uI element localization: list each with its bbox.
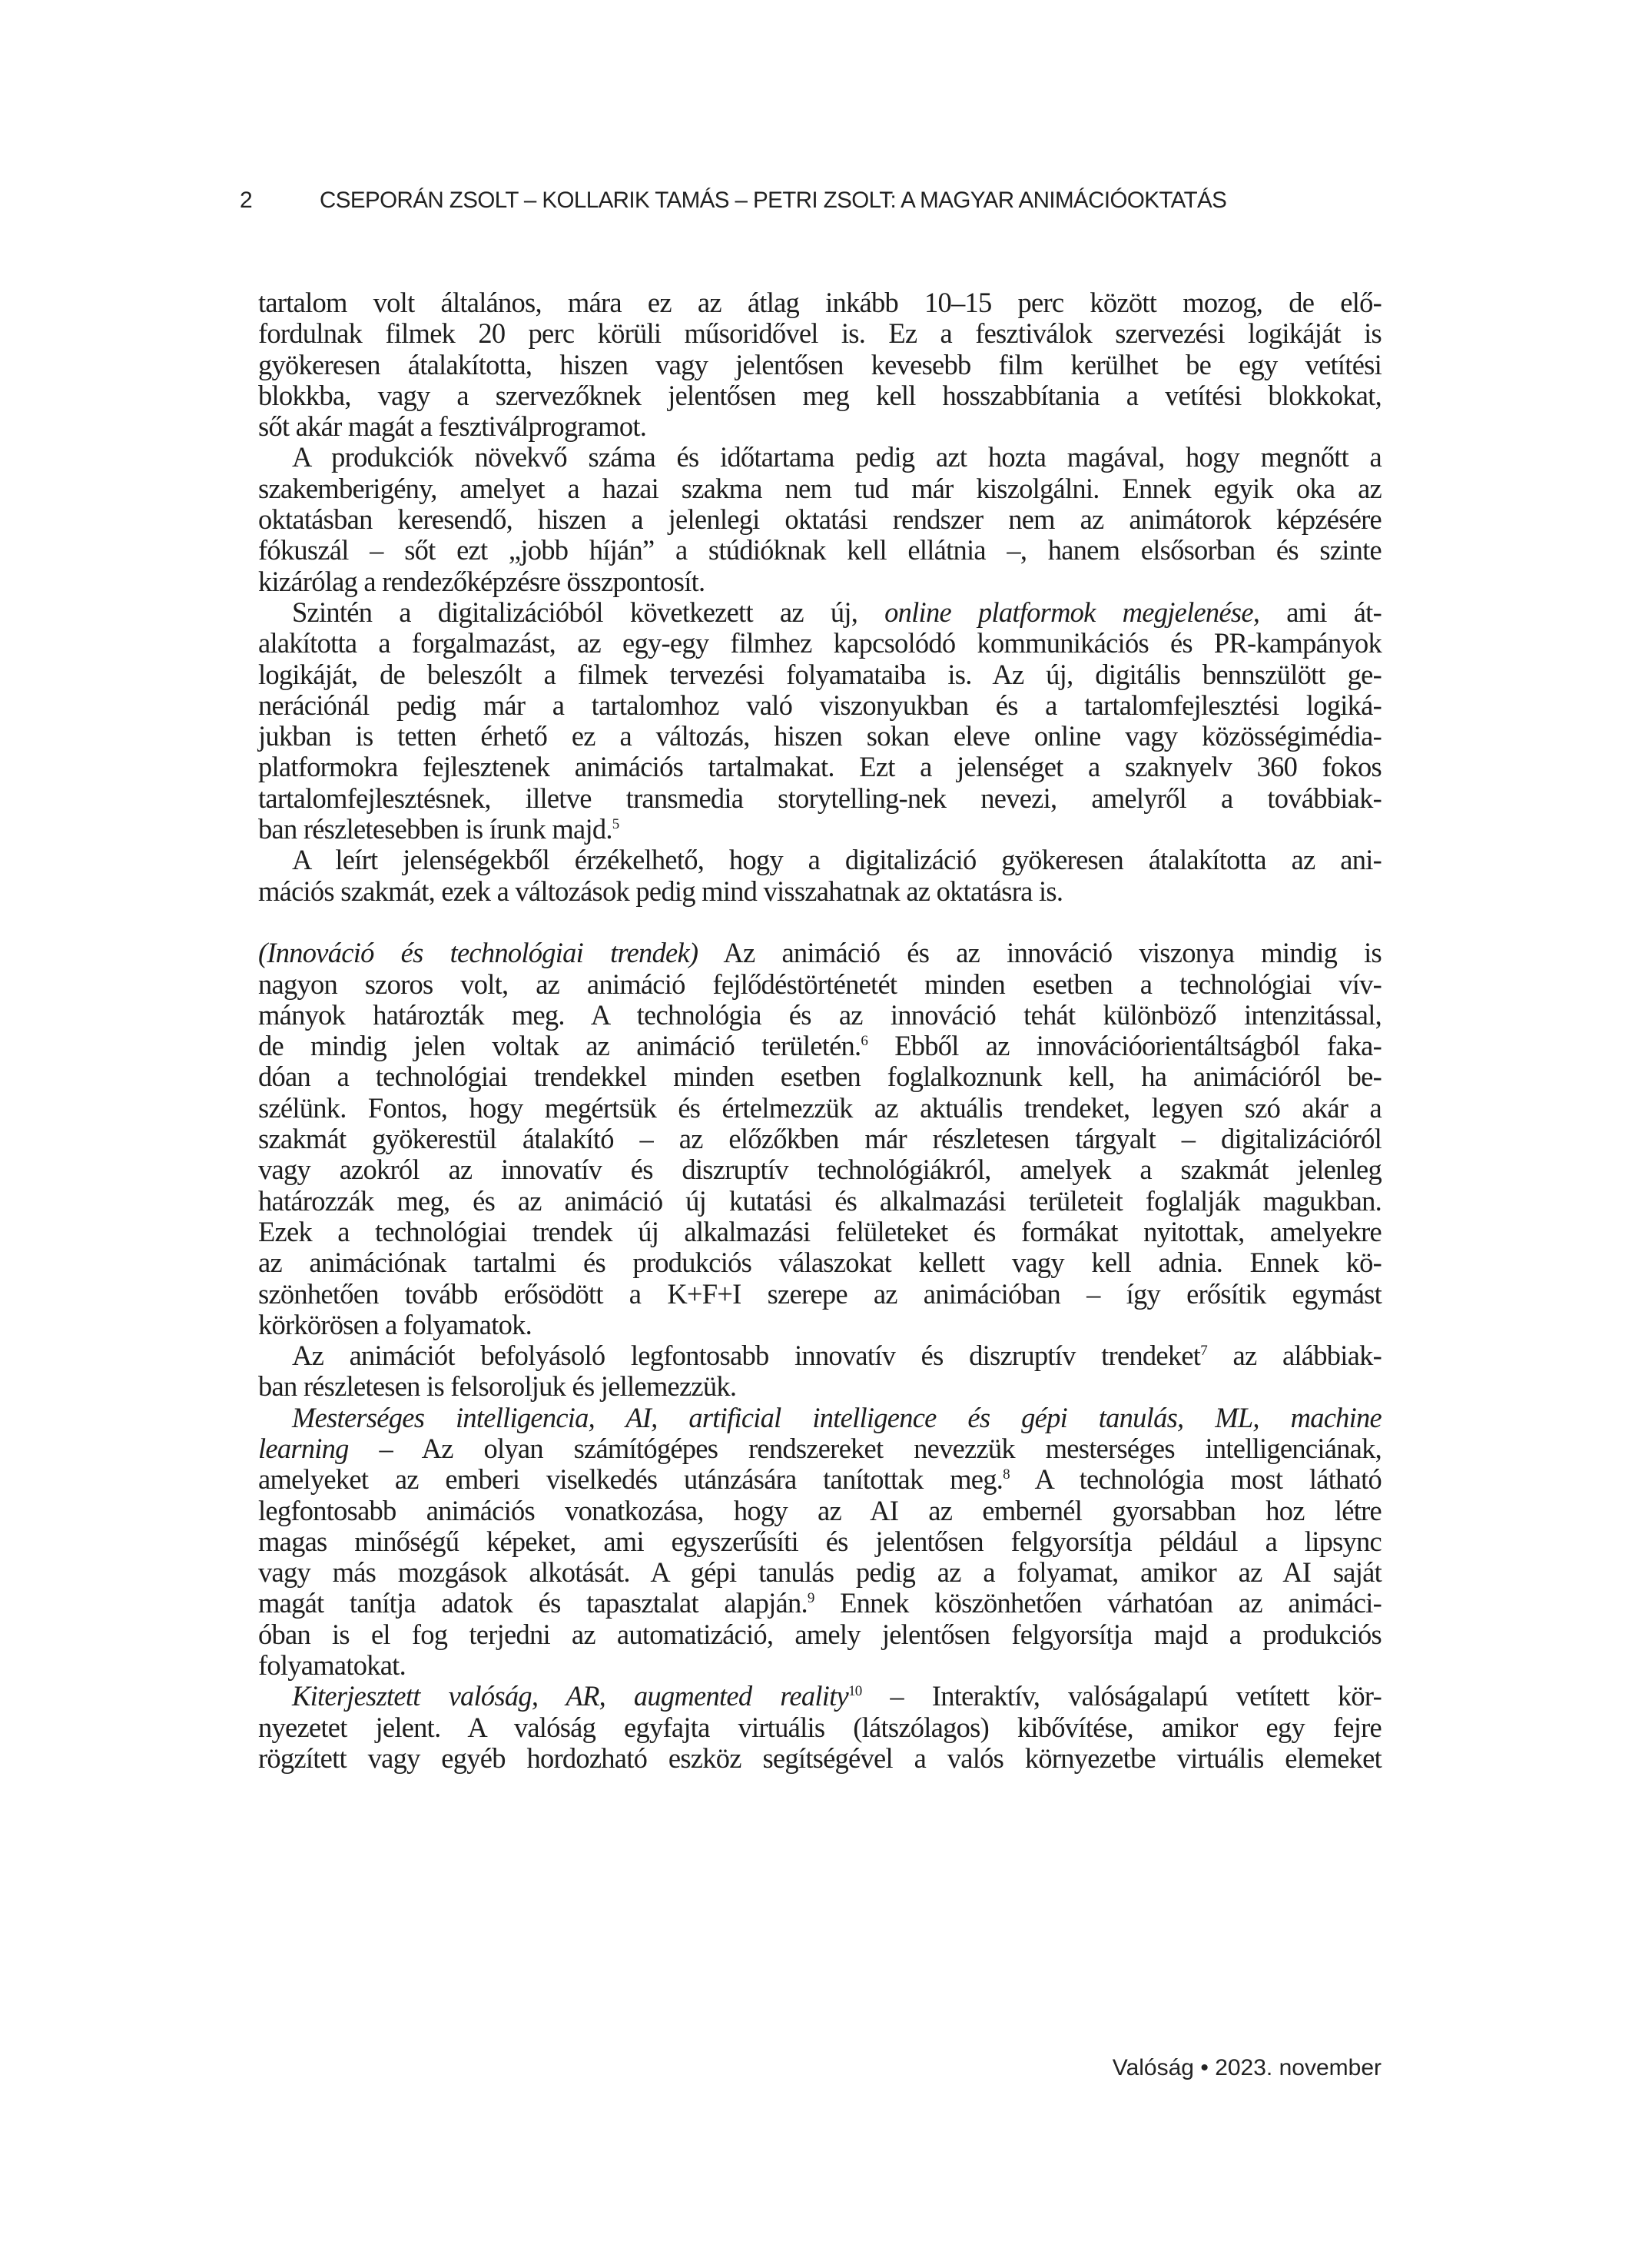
text-line: legfontosabb animációs vonatkozása, hogy az AI az embernél gyorsabban hoz létre — [258, 1494, 1382, 1526]
text-line: szönhetően tovább erősödött a K+F+I szerepe az animációban – így erősítik egymást — [258, 1277, 1382, 1310]
footnote-ref[interactable]: 9 — [807, 1590, 814, 1607]
text-line: logikáját, de beleszólt a filmek tervezési folyamataiba is. Az új, digitális bennszülött ge- — [258, 658, 1382, 690]
text-line: Kiterjesztett valóság, AR, augmented reality$^{10}$ – Interaktív, valóságalapú vetített kör- — [292, 1680, 1382, 1712]
text-line: alakította a forgalmazást, az egy-egy filmhez kapcsolódó kommunikációs és PR-kampányok — [258, 627, 1382, 659]
journal-name: Valóság — [1112, 2055, 1194, 2080]
emphasis: online platformok megjelenése, — [884, 596, 1260, 628]
section-run-in-heading: (Innováció és technológiai trendek) — [258, 937, 698, 969]
issue-date: 2023. november — [1215, 2055, 1382, 2080]
text-line: dóan a technológiai trendekkel minden esetben foglalkoznunk kell, ha animációról be- — [258, 1061, 1382, 1093]
text-line: gyökeresen átalakította, hiszen vagy jelentősen kevesebb film kerülhet be egy vetítési — [258, 348, 1382, 380]
text-line: A leírt jelenségekből érzékelhető, hogy a digitalizáció gyökeresen átalakította az ani- — [292, 844, 1382, 876]
text-line: ban részletesen is felsoroljuk és jellemezzük. — [258, 1370, 737, 1403]
text-line: szélünk. Fontos, hogy megértsük és értelmezzük az aktuális trendeket, legyen szó akár a — [258, 1091, 1382, 1124]
text-line: folyamatokat. — [258, 1649, 406, 1682]
article-body — [258, 287, 1382, 1774]
text-line: platformokra fejlesztenek animációs tartalmakat. Ezt a jelenséget a szaknyelv 360 fokos — [258, 751, 1382, 783]
text-line: rögzített vagy egyéb hordozható eszköz segítségével a valós környezetbe virtuális elemeket — [258, 1742, 1382, 1774]
running-header — [240, 188, 1382, 214]
text-line: magát tanítja adatok és tapasztalat alapján.$^9$ Ennek köszönhetően várhatóan az animáci- — [258, 1587, 1382, 1619]
paragraph — [258, 287, 1382, 442]
text-line: jukban is tetten érhető ez a változás, hiszen sokan eleve online vagy közösségimédia- — [258, 720, 1382, 752]
text-line: fordulnak filmek 20 perc körüli műsoridővel is. Ez a fesztiválok szervezési logikáját is — [258, 317, 1382, 350]
term-heading: Kiterjesztett valóság, AR, augmented reality — [292, 1680, 848, 1712]
text-line: kizárólag a rendezőképzésre összpontosít. — [258, 565, 705, 597]
term-heading: learning — [258, 1432, 349, 1464]
footnote-ref[interactable]: 6 — [861, 1033, 868, 1050]
text-line: Ezek a technológiai trendek új alkalmazási felületeket és formákat nyitottak, amelyekre — [258, 1215, 1382, 1247]
text-line: az animációnak tartalmi és produkciós válaszokat kellett vagy kell adnia. Ennek kö- — [258, 1247, 1382, 1279]
paragraph — [258, 597, 1382, 845]
term-heading: Mesterséges intelligencia, AI, artificial intelligence és gépi tanulás, ML, machine — [292, 1401, 1382, 1433]
paragraph — [258, 845, 1382, 907]
text-line: nerációnál pedig már a tartalomhoz való viszonyukban és a tartalomfejlesztési logiká- — [258, 689, 1382, 721]
text-line: learning – Az olyan számítógépes rendszereket nevezzük mesterséges intelligenciának, — [258, 1432, 1382, 1464]
text-line: Az animációt befolyásoló legfontosabb innovatív és diszruptív trendeket$^7$ az alábbiak- — [292, 1340, 1382, 1372]
paragraph — [258, 1340, 1382, 1403]
text-line: szakmát gyökerestül átalakító – az előzőkben már részletesen tárgyalt – digitalizációról — [258, 1123, 1382, 1155]
text-line: nagyon szoros volt, az animáció fejlődéstörténetét minden esetben a technológiai vív- — [258, 968, 1382, 1000]
footnote-ref[interactable]: 8 — [1003, 1466, 1010, 1483]
text-line: körkörösen a folyamatok. — [258, 1308, 532, 1340]
page-footer — [1113, 2055, 1382, 2081]
paragraph — [258, 442, 1382, 596]
text-line: vagy azokról az innovatív és diszruptív technológiákról, amelyek a szakmát jelenleg — [258, 1154, 1382, 1186]
footnote-ref[interactable]: 5 — [612, 816, 619, 833]
text-line: blokkba, vagy a szervezőknek jelentősen meg kell hosszabbítania a vetítési blokkokat, — [258, 379, 1382, 411]
separator-bullet: • — [1200, 2055, 1209, 2080]
text-line: határozzák meg, és az animáció új kutatási és alkalmazási területeit foglalják magukban. — [258, 1184, 1382, 1217]
text-line: tartalomfejlesztésnek, illetve transmedia storytelling-nek nevezi, amelyről a továbbiak- — [258, 782, 1382, 814]
section-gap — [258, 907, 1382, 938]
text-line: (Innováció és technológiai trendek) Az animáció és az innováció viszonya mindig is — [258, 937, 1382, 969]
text-line: magas minőségű képeket, ami egyszerűsíti és jelentősen felgyorsítja például a lipsync — [258, 1525, 1382, 1557]
text-line — [258, 1403, 1382, 1433]
text-line: ban részletesebben is írunk majd.$^5$ — [258, 813, 619, 845]
paragraph — [258, 1681, 1382, 1774]
footnote-ref[interactable]: 10 — [848, 1683, 862, 1700]
text-line: óban is el fog terjedni az automatizáció, amely jelentősen felgyorsítja majd a produkciós — [258, 1618, 1382, 1650]
page-number: 2 — [240, 188, 253, 213]
text-line: nyezetet jelent. A valóság egyfajta virtuális (látszólagos) kibővítése, amikor egy fejre — [258, 1711, 1382, 1743]
text-line: mációs szakmát, ezek a változások pedig mind visszahatnak az oktatásra is. — [258, 875, 1063, 907]
text-line: Szintén a digitalizációból következett az új, online platformok megjelenése, ami át- — [292, 596, 1382, 628]
text-line: mányok határozták meg. A technológia és az innováció tehát különböző intenzitással, — [258, 998, 1382, 1031]
running-title: CSEPORÁN ZSOLT – KOLLARIK TAMÁS – PETRI ZSOLT: A MAGYAR ANIMÁCIÓOKTATÁS — [320, 188, 1227, 213]
paragraph — [258, 1403, 1382, 1682]
text-line: szakemberigény, amelyet a hazai szakma nem tud már kiszolgálni. Ennek egyik oka az — [258, 472, 1382, 504]
footnote-ref[interactable]: 7 — [1200, 1343, 1207, 1360]
text-line: amelyeket az emberi viselkedés utánzására tanítottak meg.$^8$ A technológia most látható — [258, 1463, 1382, 1496]
text-line: sőt akár magát a fesztiválprogramot. — [258, 410, 647, 443]
paragraph — [258, 938, 1382, 1340]
text-line: A produkciók növekvő száma és időtartama pedig azt hozta magával, hogy megnőtt a — [292, 441, 1382, 473]
text-line: oktatásban keresendő, hiszen a jelenlegi oktatási rendszer nem az animátorok képzésére — [258, 503, 1382, 536]
text-line: tartalom volt általános, mára ez az átlag inkább 10–15 perc között mozog, de elő- — [258, 287, 1382, 318]
text-line: vagy más mozgások alkotását. A gépi tanulás pedig az a folyamat, amikor az AI saját — [258, 1556, 1382, 1589]
text-line: de mindig jelen voltak az animáció területén.$^6$ Ebből az innovációorientáltságból faka- — [258, 1030, 1382, 1062]
text-line: fókuszál – sőt ezt „jobb híján” a stúdióknak kell ellátnia –, hanem elsősorban és szinte — [258, 534, 1382, 566]
